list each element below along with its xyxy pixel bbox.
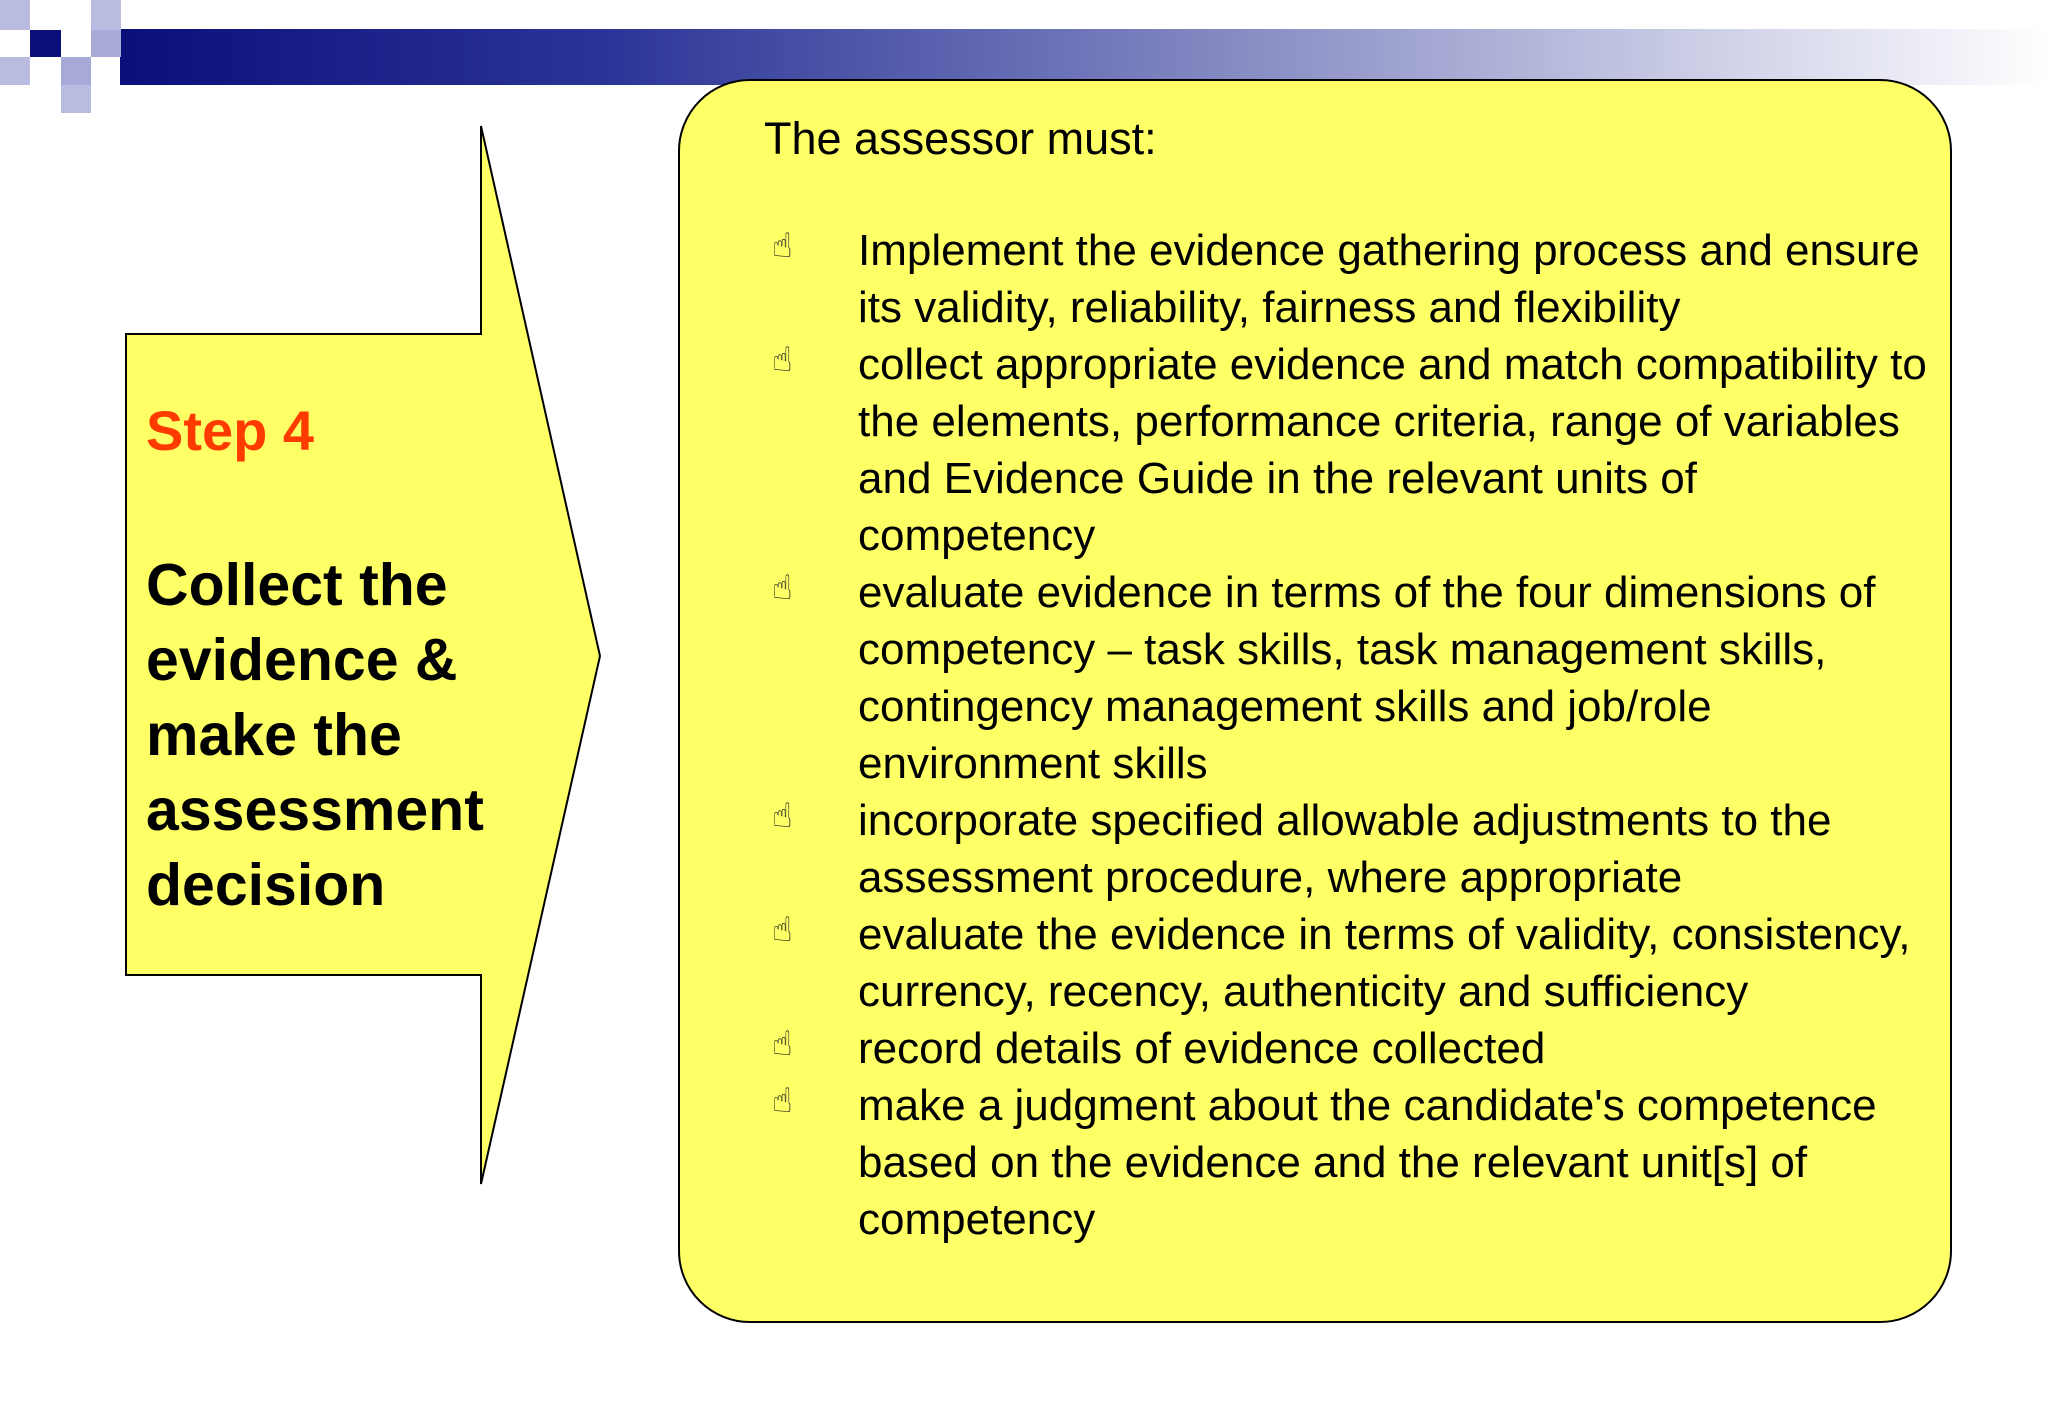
list-item-text: collect appropriate evidence and match compatibility to the elements, performance criteria, range of variables and Evidence Guide in the relevant units of competency xyxy=(858,340,1927,560)
list-item-text: record details of evidence collected xyxy=(858,1024,1546,1073)
pointing-hand-icon: ☝ xyxy=(772,1024,793,1064)
list-item xyxy=(764,222,1934,336)
list-item-text: make a judgment about the candidate's competence based on the evidence and the relevant unit[s] of competency xyxy=(858,1081,1877,1244)
step-heading-line: decision xyxy=(146,852,386,918)
step-heading-line: assessment xyxy=(146,777,484,843)
list-item xyxy=(764,792,1934,906)
list-item xyxy=(764,1077,1934,1248)
pointing-hand-icon: ☝ xyxy=(772,1081,793,1121)
step-heading-line: Collect the xyxy=(146,552,448,618)
step-heading-line: evidence & xyxy=(146,627,458,693)
pointing-hand-icon: ☝ xyxy=(772,568,793,608)
pointing-hand-icon: ☝ xyxy=(772,340,793,380)
pointing-hand-icon: ☝ xyxy=(772,226,793,266)
list-item xyxy=(764,1020,1934,1077)
requirements-list xyxy=(764,222,1934,1248)
step-heading xyxy=(146,548,546,923)
list-item-text: evaluate evidence in terms of the four dimensions of competency – task skills, task management skills, contingency management skills and job/role environment skills xyxy=(858,568,1876,788)
list-item-text: incorporate specified allowable adjustments to the assessment procedure, where appropriate xyxy=(858,796,1832,902)
list-item-text: evaluate the evidence in terms of validity, consistency, currency, recency, authenticity and sufficiency xyxy=(858,910,1911,1016)
box-intro-text: The assessor must: xyxy=(764,113,1157,164)
step-label: Step 4 xyxy=(146,399,315,462)
step-heading-line: make the xyxy=(146,702,402,768)
pointing-hand-icon: ☝ xyxy=(772,796,793,836)
pointing-hand-icon: ☝ xyxy=(772,910,793,950)
list-item xyxy=(764,906,1934,1020)
list-item xyxy=(764,564,1934,792)
list-item-text: Implement the evidence gathering process and ensure its validity, reliability, fairness and flexibility xyxy=(858,226,1920,332)
list-item xyxy=(764,336,1934,564)
